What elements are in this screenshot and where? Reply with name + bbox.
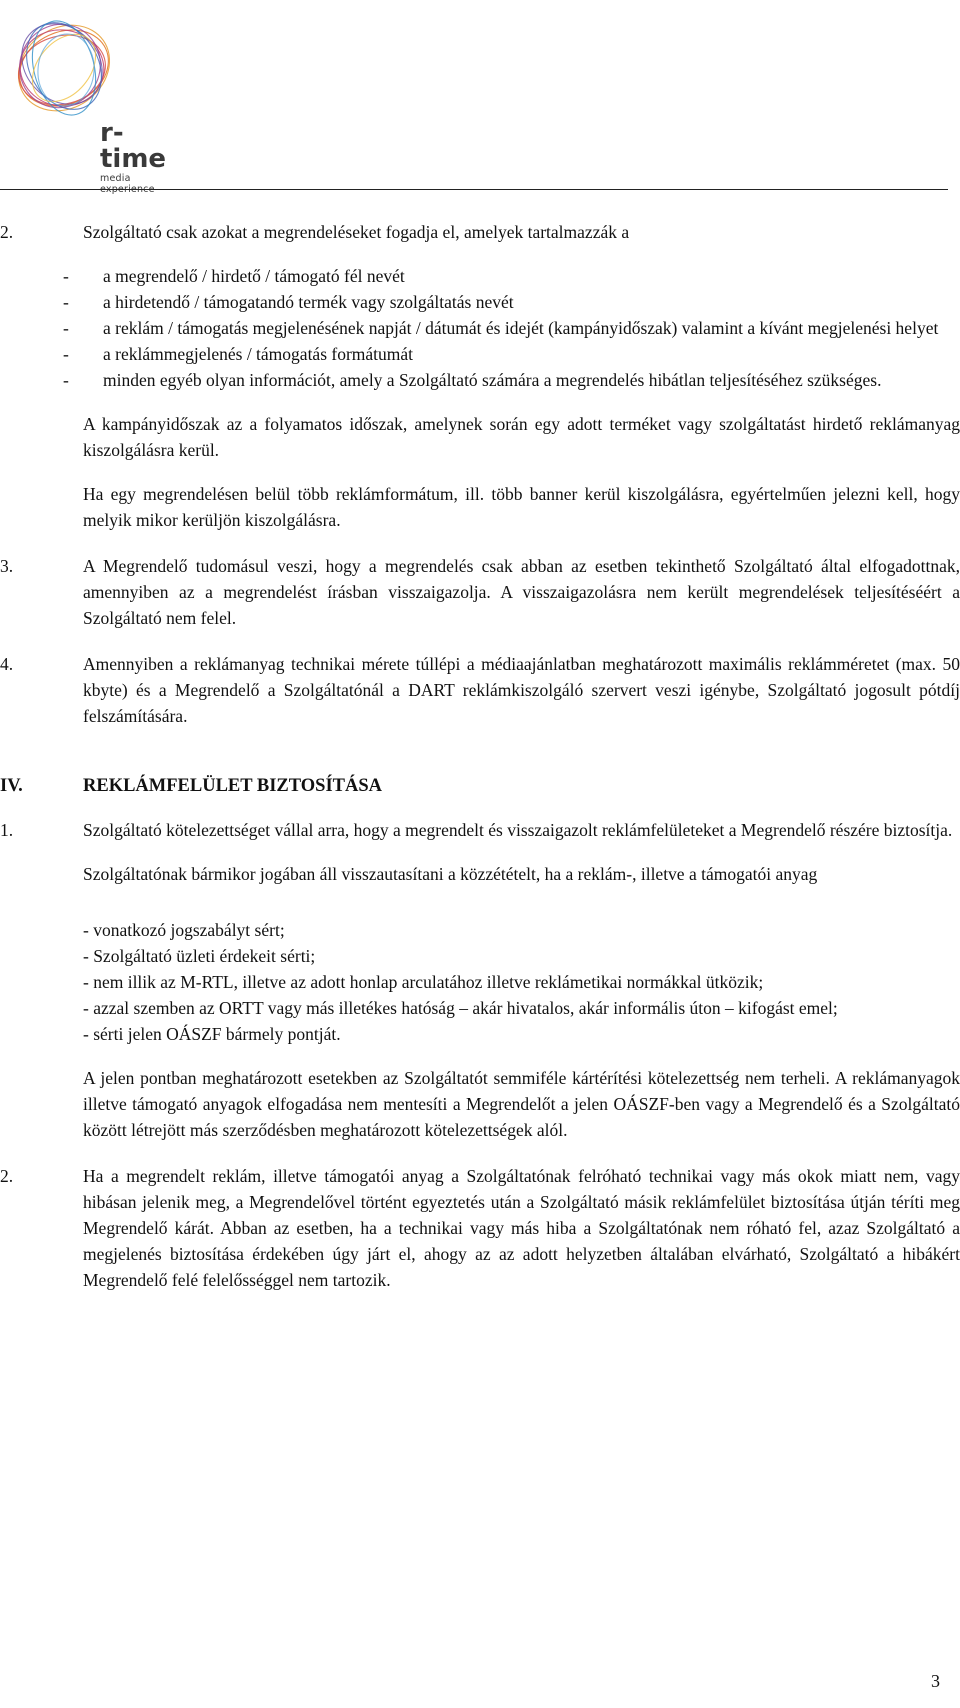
clause-iv-1-p3: A jelen pontban meghatározott esetekben az Szolgáltatót semmiféle kártérítési kötelezettség nem terheli. A reklámanyagok illetve támogató anyagok elfogadása nem mentesíti a Megrendelőt a jelen OÁSZF-ben vagy a Megrendelő és a Szolgáltató között létrejött más szerződésben meghatározott kötelezettségek alól. bbox=[83, 1068, 960, 1140]
campaign-period-paragraph: A kampányidőszak az a folyamatos időszak, amelynek során egy adott terméket vagy szolgáltatást hirdető reklámanyag kiszolgálásra kerül. bbox=[83, 414, 960, 460]
clause-iv-1 bbox=[0, 817, 960, 1143]
clause-number: 2. bbox=[0, 1166, 14, 1186]
clause-iv-2-text: Ha a megrendelt reklám, illetve támogatói anyag a Szolgáltatónak felróható technikai vagy más okok miatt nem, vagy hibásan jelenik meg, a Megrendelővel történt egyeztetés után a Szolgáltató másik reklámfelület biztosítása útján téríti meg Megrendelő kárát. Abban az esetben, ha a technikai vagy más hiba a Szolgáltatónak nem róható fel, azaz Szolgáltató a megjelenés biztosítása érdekében úgy járt el, ahogy az az adott helyzetben általában elvárható, Szolgáltató a hibákért Megrendelő felé felelősséggel nem tartozik. bbox=[83, 1166, 960, 1290]
logo-tagline: media experience bbox=[100, 173, 155, 195]
list-item: - vonatkozó jogszabályt sért; bbox=[83, 920, 285, 940]
list-item: - a hirdetendő / támogatandó termék vagy szolgáltatás nevét bbox=[63, 292, 514, 312]
clause-number: 4. bbox=[0, 654, 14, 674]
clause-4-text: Amennyiben a reklámanyag technikai mérete túllépi a médiaajánlatban meghatározott maximális reklámméretet (max. 50 kbyte) és a Megrendelő a Szolgáltatónál a DART reklámkiszolgáló szervert veszi igénybe, Szolgáltató jogosult pótdíj felszámítására. bbox=[83, 654, 960, 726]
clause-2-list bbox=[63, 263, 960, 393]
list-item: - azzal szemben az ORTT vagy más illetékes hatóság – akár hivatalos, akár informális úton – kifogást emel; bbox=[83, 998, 838, 1018]
company-logo bbox=[4, 8, 184, 195]
list-item: - a reklám / támogatás megjelenésének napját / dátumát és idejét (kampányidőszak) valamint a kívánt megjelenési helyet bbox=[63, 318, 939, 338]
logo-text bbox=[100, 120, 184, 195]
list-item: - nem illik az M-RTL, illetve az adott honlap arculatához illetve reklámetikai normákkal ütközik; bbox=[83, 972, 764, 992]
clause-2-intro: Szolgáltató csak azokat a megrendeléseket fogadja el, amelyek tartalmazzák a bbox=[83, 222, 630, 242]
logo-swirl-icon bbox=[4, 8, 124, 130]
clause-4 bbox=[0, 651, 960, 729]
section-heading bbox=[0, 773, 960, 799]
list-item: - a reklámmegjelenés / támogatás formátumát bbox=[63, 344, 414, 364]
logo-name: r-time bbox=[100, 118, 167, 174]
multiple-formats-paragraph: Ha egy megrendelésen belül több reklámformátum, ill. több banner kerül kiszolgálásra, egyértelműen jelezni kell, hogy melyik mikor kerüljön kiszolgálásra. bbox=[83, 484, 960, 530]
header-divider bbox=[0, 189, 948, 190]
clause-3 bbox=[0, 553, 960, 631]
list-item: - Szolgáltató üzleti érdekeit sérti; bbox=[83, 946, 316, 966]
clause-number: 3. bbox=[0, 556, 14, 576]
list-item: - minden egyéb olyan információt, amely a Szolgáltató számára a megrendelés hibátlan teljesítéséhez szükséges. bbox=[63, 370, 882, 390]
list-item: - a megrendelő / hirdető / támogató fél nevét bbox=[63, 266, 405, 286]
section-title: REKLÁMFELÜLET BIZTOSÍTÁSA bbox=[83, 776, 383, 796]
clause-number: 1. bbox=[0, 820, 14, 840]
clause-iv-1-p1: Szolgáltató kötelezettséget vállal arra, hogy a megrendelt és visszaigazolt reklámfelületeket a Megrendelő részére biztosítja. bbox=[83, 820, 953, 840]
page-number: 3 bbox=[931, 1671, 940, 1691]
clause-2 bbox=[0, 219, 960, 533]
clause-number: 2. bbox=[0, 222, 14, 242]
list-item: - sérti jelen OÁSZF bármely pontját. bbox=[83, 1024, 341, 1044]
section-number: IV. bbox=[0, 776, 23, 796]
clause-iv-2 bbox=[0, 1163, 960, 1293]
clause-iv-1-p2: Szolgáltatónak bármikor jogában áll visszautasítani a közzétételt, ha a reklám-, illetve a támogatói anyag bbox=[83, 864, 818, 884]
rejection-reasons-list bbox=[83, 917, 960, 1047]
clause-3-text: A Megrendelő tudomásul veszi, hogy a megrendelés csak abban az esetben tekinthető Szolgáltató által elfogadottnak, amennyiben az a megrendelést írásban visszaigazolja. A visszaigazolásra nem került megrendelések teljesítéséért a Szolgáltató nem felel. bbox=[83, 556, 960, 628]
document-body bbox=[0, 219, 960, 1293]
